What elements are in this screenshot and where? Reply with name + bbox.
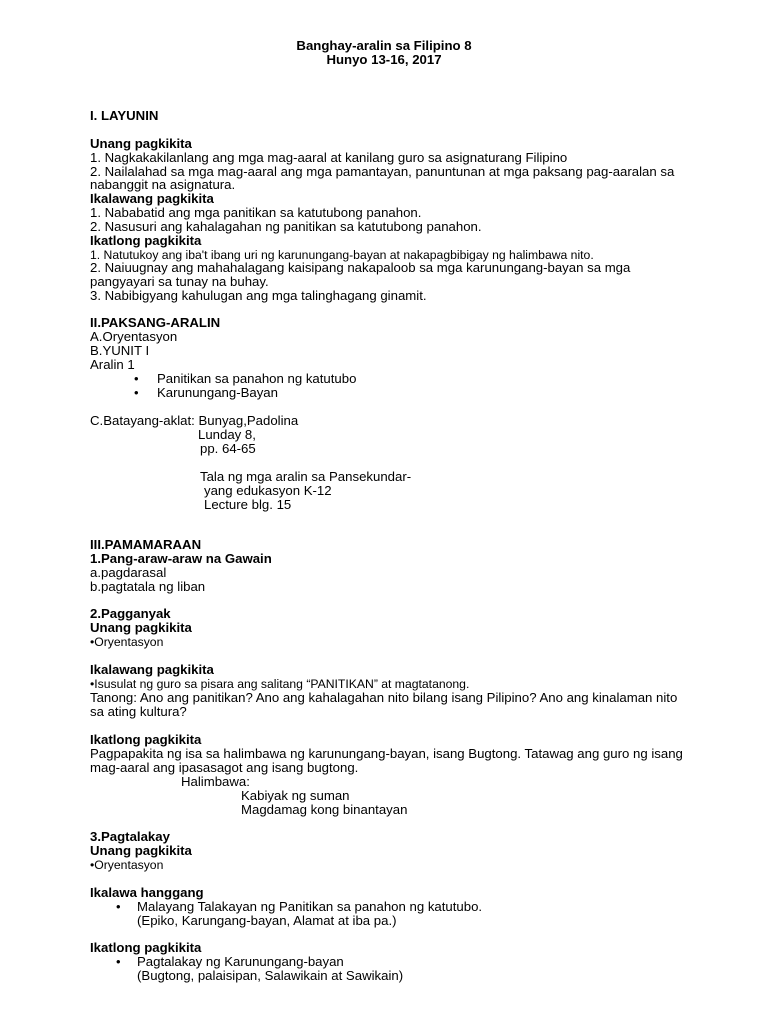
objective-text: 1. Nagkakakilanlang ang mga mag-aaral at kanilang guro sa asignaturang Filipino bbox=[90, 150, 568, 165]
objective-text: nabanggit na asignatura. bbox=[90, 177, 236, 192]
subheading-unang: Unang pagkikita bbox=[90, 136, 192, 151]
subheading: 2.Pagganyak bbox=[90, 606, 171, 621]
paksa-item: B.YUNIT I bbox=[90, 343, 150, 358]
subheading: 1.Pang-araw-araw na Gawain bbox=[90, 551, 272, 566]
objective-text: 2. Nailalahad sa mga mag-aaral ang mga pamantayan, panuntunan at mga paksang pag-aaralan sa bbox=[90, 164, 675, 179]
paksa-item: C.Batayang-aklat: Bunyag,Padolina bbox=[90, 413, 299, 428]
list-item: Malayang Talakayan ng Panitikan sa panahon ng katutubo. bbox=[137, 899, 483, 914]
paksa-item: Lunday 8, bbox=[198, 427, 256, 442]
objective-text: 2. Nasusuri ang kahalagahan ng panitikan sa katutubong panahon. bbox=[90, 219, 482, 234]
subheading: Unang pagkikita bbox=[90, 843, 192, 858]
objective-text: 3. Nabibigyang kahulugan ang mga talinghagang ginamit. bbox=[90, 288, 427, 303]
section-heading-layunin: I. LAYUNIN bbox=[90, 108, 159, 123]
bullet-icon: • bbox=[116, 954, 121, 969]
list-item: Karunungang-Bayan bbox=[157, 385, 278, 400]
section-heading-pamamaraan: III.PAMAMARAAN bbox=[90, 537, 202, 552]
objective-text: 1. Nababatid ang mga panitikan sa katutubong panahon. bbox=[90, 205, 422, 220]
list-item-sub: (Bugtong, palaisipan, Salawikain at Sawikain) bbox=[137, 968, 404, 983]
procedure-text: •Oryentasyon bbox=[90, 635, 164, 649]
procedure-text: b.pagtatala ng liban bbox=[90, 579, 206, 594]
paksa-item: yang edukasyon K-12 bbox=[204, 483, 332, 498]
objective-text: pangyayari sa tunay na buhay. bbox=[90, 274, 269, 289]
procedure-text: sa ating kultura? bbox=[90, 704, 187, 719]
procedure-text: Halimbawa: bbox=[181, 774, 250, 789]
subheading: Ikalawa hanggang bbox=[90, 885, 204, 900]
subheading: 3.Pagtalakay bbox=[90, 829, 170, 844]
list-item: Pagtalakay ng Karunungang-bayan bbox=[137, 954, 344, 969]
bullet-icon: • bbox=[134, 371, 139, 386]
paksa-item: Tala ng mga aralin sa Pansekundar- bbox=[200, 469, 412, 484]
subheading: Ikatlong pagkikita bbox=[90, 732, 202, 747]
paksa-item: A.Oryentasyon bbox=[90, 329, 178, 344]
procedure-text: •Isusulat ng guro sa pisara ang salitang “PANITIKAN” at magtatanong. bbox=[90, 677, 470, 691]
subheading: Ikatlong pagkikita bbox=[90, 940, 202, 955]
paksa-item: Lecture blg. 15 bbox=[204, 497, 292, 512]
list-item: Panitikan sa panahon ng katutubo bbox=[157, 371, 357, 386]
riddle-line: Magdamag kong binantayan bbox=[241, 802, 408, 817]
procedure-text: mag-aaral ang ipasasagot ang isang bugtong. bbox=[90, 760, 359, 775]
procedure-text: a.pagdarasal bbox=[90, 565, 167, 580]
bullet-icon: • bbox=[116, 899, 121, 914]
list-item-sub: (Epiko, Karungang-bayan, Alamat at iba pa.) bbox=[137, 913, 397, 928]
document-date: Hunyo 13-16, 2017 bbox=[326, 52, 442, 67]
subheading: Ikalawang pagkikita bbox=[90, 662, 214, 677]
bullet-icon: • bbox=[134, 385, 139, 400]
procedure-text: Tanong: Ano ang panitikan? Ano ang kahalagahan nito bilang isang Pilipino? Ano ang kinalaman nito bbox=[90, 690, 678, 705]
objective-text: 2. Naiuugnay ang mahahalagang kaisipang nakapaloob sa mga karunungang-bayan sa mga bbox=[90, 260, 631, 275]
section-heading-paksa: II.PAKSANG-ARALIN bbox=[90, 315, 221, 330]
document-title: Banghay-aralin sa Filipino 8 bbox=[296, 38, 472, 53]
paksa-item: Aralin 1 bbox=[90, 357, 135, 372]
paksa-item: pp. 64-65 bbox=[200, 441, 256, 456]
subheading: Unang pagkikita bbox=[90, 620, 192, 635]
subheading-ikalawang: Ikalawang pagkikita bbox=[90, 191, 214, 206]
riddle-line: Kabiyak ng suman bbox=[241, 788, 350, 803]
subheading-ikatlong: Ikatlong pagkikita bbox=[90, 233, 202, 248]
objective-text: 1. Natutukoy ang iba't ibang uri ng karunungang-bayan at nakapagbibigay ng halimbawa nito. bbox=[90, 248, 594, 262]
procedure-text: Pagpapakita ng isa sa halimbawa ng karunungang-bayan, isang Bugtong. Tatawag ang guro ng isang bbox=[90, 746, 683, 761]
procedure-text: •Oryentasyon bbox=[90, 858, 164, 872]
